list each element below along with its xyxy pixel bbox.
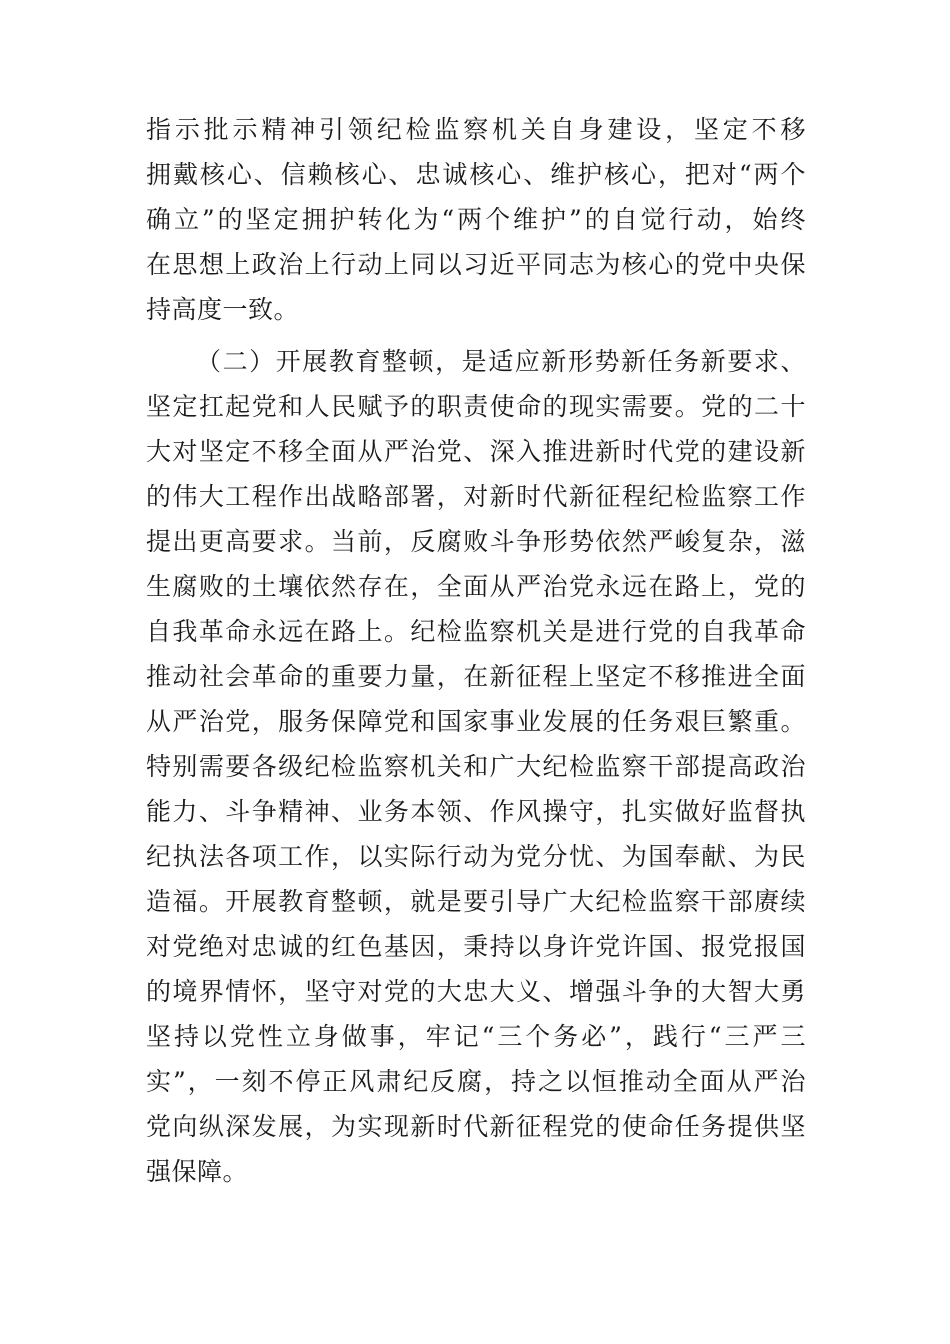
paragraph-2-line-17: 实”，一刻不停正风肃纪反腐，持之以恒推动全面从严治 bbox=[146, 1067, 806, 1096]
paragraph-2-line-14: 对党绝对忠诚的红色基因，秉持以身许党许国、报党报国 bbox=[146, 932, 806, 961]
paragraph-2-line-19: 强保障。 bbox=[146, 1157, 249, 1186]
paragraph-2-line-18: 党向纵深发展，为实现新时代新征程党的使命任务提供坚 bbox=[146, 1112, 806, 1141]
paragraph-1-line-3: 确立”的坚定拥护转化为“两个维护”的自觉行动，始终 bbox=[146, 205, 806, 234]
paragraph-2-line-5: 提出更高要求。当前，反腐败斗争形势依然严峻复杂，滋 bbox=[146, 527, 806, 556]
paragraph-2-line-10: 特别需要各级纪检监察机关和广大纪检监察干部提高政治 bbox=[146, 752, 806, 781]
paragraph-2-line-12: 纪执法各项工作，以实际行动为党分忧、为国奉献、为民 bbox=[146, 842, 806, 871]
paragraph-2-line-4: 的伟大工程作出战略部署，对新时代新征程纪检监察工作 bbox=[146, 482, 806, 511]
paragraph-2-line-13: 造福。开展教育整顿，就是要引导广大纪检监察干部赓续 bbox=[146, 887, 806, 916]
paragraph-2-line-11: 能力、斗争精神、业务本领、作风操守，扎实做好监督执 bbox=[146, 797, 806, 826]
paragraph-1-line-5: 持高度一致。 bbox=[146, 295, 300, 324]
paragraph-2-line-3: 大对坚定不移全面从严治党、深入推进新时代党的建设新 bbox=[146, 437, 806, 466]
paragraph-1-line-4: 在思想上政治上行动上同以习近平同志为核心的党中央保 bbox=[146, 250, 806, 279]
paragraph-2-line-2: 坚定扛起党和人民赋予的职责使命的现实需要。党的二十 bbox=[146, 392, 806, 421]
paragraph-1-line-2: 拥戴核心、信赖核心、忠诚核心、维护核心，把对“两个 bbox=[146, 160, 806, 189]
paragraph-2-line-8: 推动社会革命的重要力量，在新征程上坚定不移推进全面 bbox=[146, 662, 806, 691]
paragraph-2-line-7: 自我革命永远在路上。纪检监察机关是进行党的自我革命 bbox=[146, 617, 806, 646]
paragraph-2-line-15: 的境界情怀，坚守对党的大忠大义、增强斗争的大智大勇 bbox=[146, 977, 806, 1006]
paragraph-2-line-1: （二）开展教育整顿，是适应新形势新任务新要求、 bbox=[196, 347, 806, 376]
paragraph-1-line-1: 指示批示精神引领纪检监察机关自身建设，坚定不移 bbox=[146, 115, 806, 144]
paragraph-2-line-9: 从严治党，服务保障党和国家事业发展的任务艰巨繁重。 bbox=[146, 707, 806, 736]
paragraph-2-line-16: 坚持以党性立身做事，牢记“三个务必”，践行“三严三 bbox=[146, 1022, 806, 1051]
paragraph-2-line-6: 生腐败的土壤依然存在，全面从严治党永远在路上，党的 bbox=[146, 572, 806, 601]
